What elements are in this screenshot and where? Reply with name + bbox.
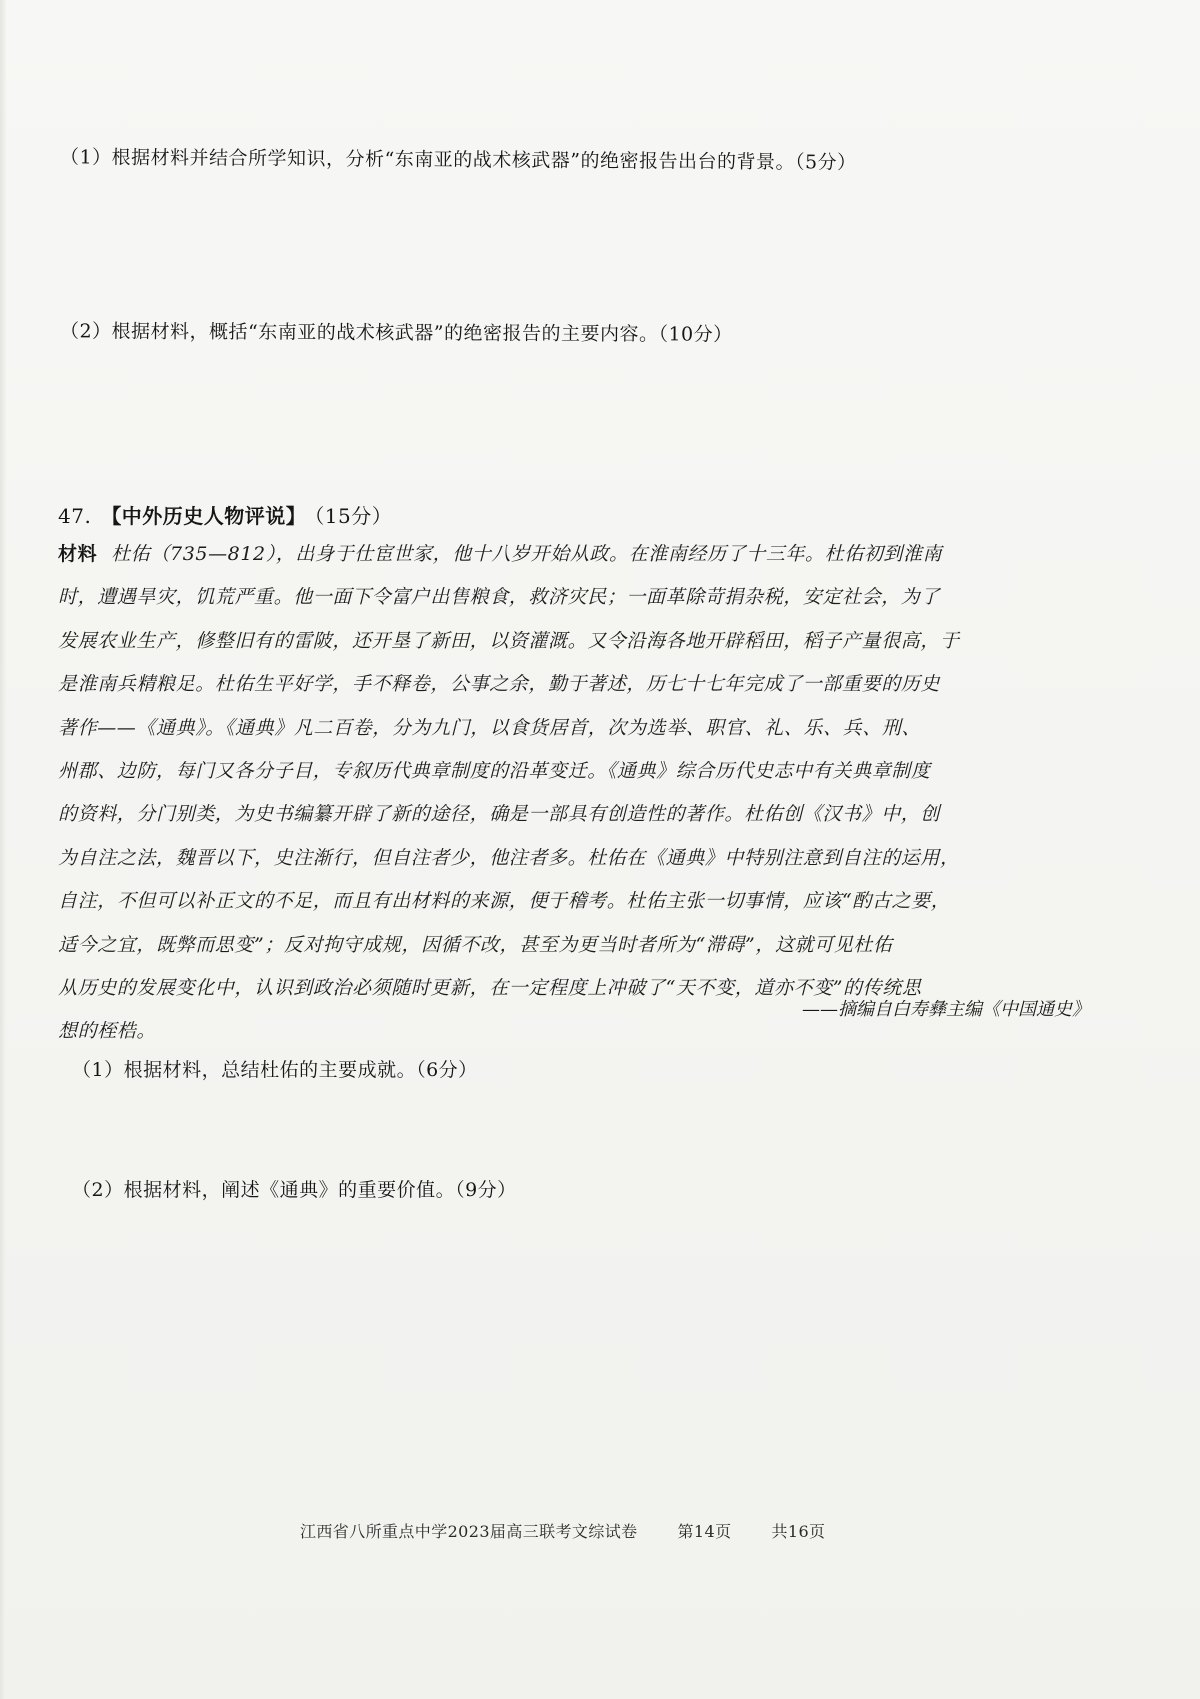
material-text: 发展农业生产，修整旧有的雷陂，还开垦了新田，以资灌溉。又令沿海各地开辟稻田，稻子产量很高，于 (58, 629, 960, 652)
material-text: 著作——《通典》。《通典》凡二百卷，分为九门，以食货居首，次为选举、职官、礼、乐、兵、刑、 (58, 716, 922, 739)
material-line (58, 576, 1088, 619)
material-text: 为自注之法，魏晋以下，史注渐行，但自注者少，他注者多。杜佑在《通典》中特别注意到自注的运用， (58, 846, 960, 869)
material-text: 从历史的发展变化中，认识到政治必须随时更新，在一定程度上冲破了“天不变，道亦不变”的传统思 (58, 976, 922, 999)
material-line (58, 793, 1088, 836)
material-text: 州郡、边防，每门又各分子目，专叙历代典章制度的沿革变迁。《通典》综合历代史志中有关典章制度 (58, 759, 931, 782)
page-number: 第14页 (677, 1522, 732, 1541)
material-text: 的资料，分门别类，为史书编纂开辟了新的途径，确是一部具有创造性的著作。杜佑创《汉书》中，创 (58, 803, 941, 826)
question-score: （15分） (314, 504, 393, 528)
question-number: 47. (58, 504, 92, 528)
material-text: 杜佑（735—812），出身于仕宦世家，他十八岁开始从政。在淮南经历了十三年。杜佑初到淮南 (111, 543, 943, 565)
material-source: ——摘编自白寿彝主编《中国通史》 (802, 999, 1090, 1020)
question-47-part-2: （2）根据材料，阐述《通典》的重要价值。（9分） (72, 1179, 517, 1201)
question-46-part-1: （1）根据材料并结合所学知识，分析“东南亚的战术核武器”的绝密报告出台的背景。（5分） (59, 146, 857, 174)
question-47-heading (58, 500, 392, 529)
material-line (58, 533, 1088, 576)
page-footer (300, 1519, 865, 1542)
material-text: 时，遭遇旱灾，饥荒严重。他一面下令富户出售粮食，救济灾民；一面革除苛捐杂税，安定社会，为了 (58, 586, 941, 609)
question-category: 【中外历史人物评说】 (101, 504, 307, 528)
material-line (58, 880, 1088, 923)
material-line (58, 750, 1088, 793)
material-label: 材料 (58, 543, 98, 565)
question-47-part-1: （1）根据材料，总结杜佑的主要成就。（6分） (72, 1059, 478, 1081)
material-line (58, 924, 1088, 967)
material-text: 适今之宜，既弊而思变”；反对拘守成规，因循不改，甚至为更当时者所为“滞碍”，这就可见杜佑 (58, 933, 893, 956)
material-text: 是淮南兵精粮足。杜佑生平好学，手不释卷，公事之余，勤于著述，历七十七年完成了一部重要的历史 (58, 673, 941, 696)
material-line (58, 620, 1088, 663)
scan-edge-shadow (0, 0, 6, 1699)
question-46-part-2: （2）根据材料，概括“东南亚的战术核武器”的绝密报告的主要内容。（10分） (59, 320, 733, 346)
exam-title: 江西省八所重点中学2023届高三联考文综试卷 (300, 1522, 638, 1541)
material-line (58, 663, 1088, 706)
material-passage (58, 533, 1088, 1054)
material-text: 想的桎梏。 (58, 1020, 157, 1043)
material-text: 自注，不但可以补正文的不足，而且有出材料的来源，便于稽考。杜佑主张一切事情，应该“酌古之要， (58, 890, 951, 913)
material-line (58, 837, 1088, 880)
page-total: 共16页 (771, 1522, 826, 1541)
material-line (58, 707, 1088, 750)
